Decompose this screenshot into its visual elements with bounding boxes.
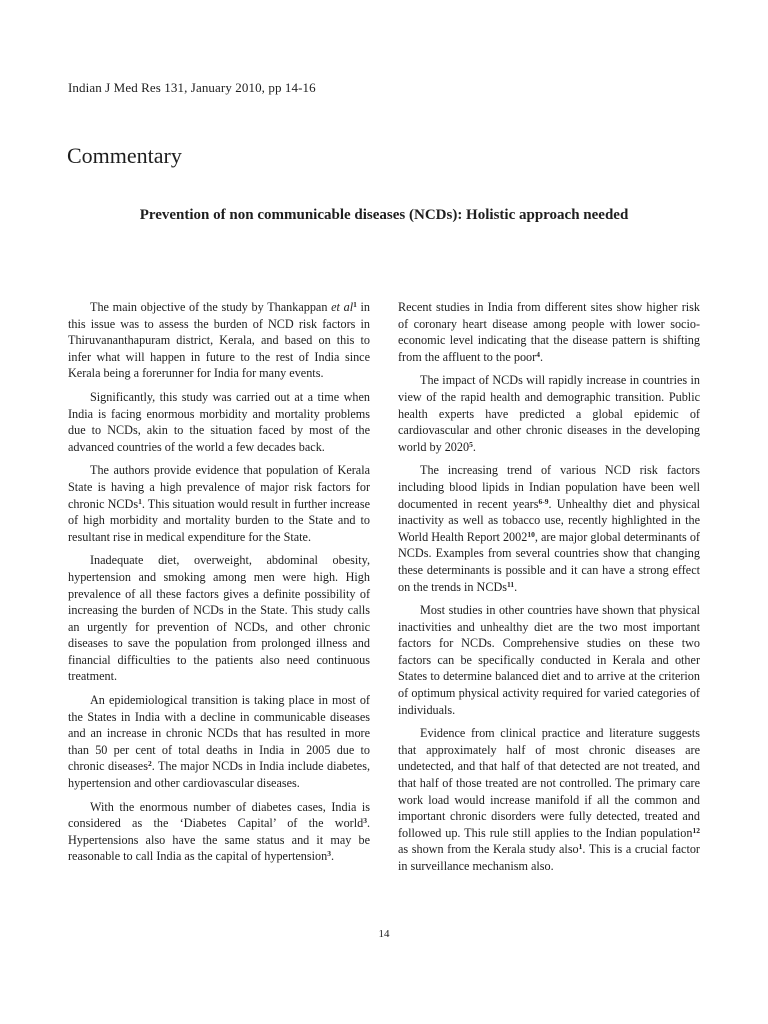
et-al: et al [331, 300, 354, 314]
text-run: The main objective of the study by Thankappan [90, 300, 332, 314]
text-run: Evidence from clinical practice and literature suggests that approximately half of most chronic diseases are undetected, and that half of that detected are not treated, and that half of those treated are not controlled. The primary care work load would increase manifold if all the common and important chronic disorders were fully detected, treated and followed up. This rule still applies to the Indian population [398, 726, 700, 840]
text-run: in this issue was to assess the burden of NCD risk factors in Thiruvananthapuram district, Kerala, and based on this to infer what will happen in future to the rest of India since Kerala being a forerunner for India for many events. [68, 300, 371, 381]
left-column [68, 299, 370, 872]
text-run: , are major global determinants of NCDs. Examples from several countries show that changing these determinants is possible and it can have a strong effect on the trends in NCDs [398, 529, 700, 594]
citation: 4 [536, 349, 540, 359]
paragraph: Most studies in other countries have shown that physical inactivities and unhealthy diet are the two most important factors for NCDs. Comprehensive studies on these two factors can be specifically conducted in Kerala and other States to determine balanced diet and to arrive at the criterion of optimum physical activity required for varied categories of individuals. [398, 603, 700, 717]
text-run: . [514, 579, 518, 594]
citation: 10 [527, 529, 535, 539]
citation: 5 [469, 439, 473, 449]
text-run: . Unhealthy diet and physical inactivity as well as tobacco use, recently highlighted in the World Health Report 2002 [398, 496, 700, 544]
section-title: Commentary [67, 143, 182, 168]
text-run: . [330, 849, 335, 864]
right-column [398, 299, 700, 882]
paragraph [398, 725, 700, 874]
citation: 3 [327, 849, 331, 859]
journal-reference: Indian J Med Res 131, January 2010, pp 14-16 [68, 80, 316, 95]
text-run: Recent studies in India from different sites show higher risk of coronary heart disease among people with lower socio-economic level indicating that the disease pattern is shifting from the affluent to the poor [398, 300, 700, 364]
article-title: Prevention of non communicable diseases (NCDs): Holistic approach needed [139, 207, 629, 223]
text-run: as shown from the Kerala study also [398, 842, 579, 857]
citation: 3 [363, 816, 367, 826]
text-run: The authors provide evidence that population of Kerala State is having a high prevalence of major risk factors for chronic NCDs [68, 463, 370, 511]
text-run: . [472, 439, 476, 454]
text-run: The impact of NCDs will rapidly increase in countries in view of the rapid health and demographic transition. Public health experts have predicted a global epidemic of cardiovascular and other chronic diseases in the developing world by 2020 [398, 373, 700, 454]
text-run: An epidemiological transition is taking place in most of the States in India with a decline in communicable diseases and an increase in chronic NCDs that has resulted in more than 50 per cent of total deaths in India in 2005 due to chronic diseases [68, 693, 370, 774]
citation: 1 [353, 300, 357, 309]
text-run: The increasing trend of various NCD risk factors including blood lipids in Indian population have been well documented in recent years [398, 463, 700, 511]
paragraph [68, 462, 370, 545]
text-run: . This situation would result in further increase of high morbidity and mortality burden to the State and to resultant rise in medical expenditure for the State. [68, 496, 370, 544]
text-run: With the enormous number of diabetes cases, India is considered as the ‘Diabetes Capital’ of the world [68, 799, 370, 831]
citation: 12 [692, 825, 700, 835]
page-number: 14 [378, 928, 390, 940]
text-run: . This is a crucial factor in surveillance mechanism also. [398, 842, 700, 873]
paragraph: Significantly, this study was carried out at a time when India is facing enormous morbidity and mortality problems due to NCDs, akin to the situation faced by most of the advanced countries of the world a few decades back. [68, 389, 370, 454]
citation: 1 [578, 842, 583, 852]
text-run: . [539, 349, 543, 364]
paragraph [398, 299, 700, 365]
citation: 1 [138, 496, 142, 506]
paragraph [68, 299, 370, 382]
citation: 6-9 [538, 496, 549, 506]
citation: 11 [507, 579, 515, 589]
citation: 2 [147, 759, 152, 769]
text-run: . The major NCDs in India include diabetes, hypertension and other cardiovascular diseases. [68, 759, 370, 791]
paragraph [68, 799, 370, 865]
text-run: . Hypertensions also have the same status and it may be reasonable to call India as the capital of hypertension [68, 816, 370, 864]
paragraph: Inadequate diet, overweight, abdominal obesity, hypertension and smoking among men were high. High prevalence of all these factors gives a definite possibility of increasing the burden of NCDs in the State. This study calls an urgently for prevention of NCDs, and other chronic diseases to save the population from prolonged illness and financial difficulties to the patients also need continuous treatment. [68, 553, 370, 684]
paragraph [68, 692, 370, 792]
paragraph [398, 462, 700, 595]
paragraph [398, 372, 700, 455]
